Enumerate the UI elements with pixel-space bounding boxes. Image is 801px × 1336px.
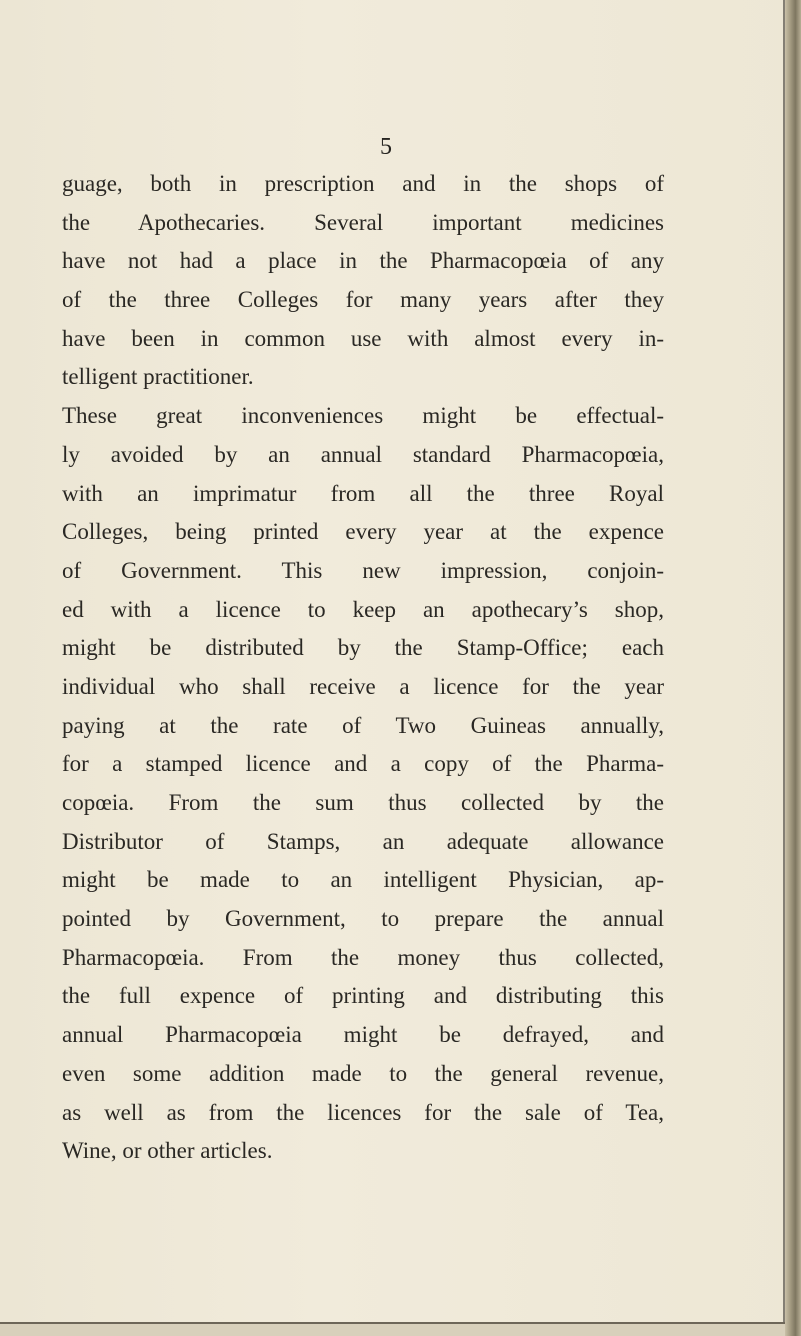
- text-line: might be distributed by the Stamp-Office; each: [62, 635, 664, 661]
- text-line: with an imprimatur from all the three Royal: [62, 480, 664, 506]
- text-line: guage, both in prescription and in the shops of: [62, 171, 664, 196]
- page-bottom-edge: [0, 1322, 785, 1336]
- text-line: the Apothecaries. Several important medicines: [62, 209, 664, 235]
- body-text: [62, 165, 664, 1171]
- text-line: of the three Colleges for many years after they: [62, 287, 664, 313]
- text-line: the full expence of printing and distributing this: [62, 983, 664, 1009]
- text-line: ed with a licence to keep an apothecary’s shop,: [62, 596, 664, 622]
- page-number: 5: [380, 134, 392, 160]
- text-line: paying at the rate of Two Guineas annually,: [62, 712, 664, 738]
- text-line: might be made to an intelligent Physician, ap-: [62, 867, 664, 893]
- text-line: These great inconveniences might be effectual-: [62, 403, 664, 429]
- book-spine-edge: [785, 0, 801, 1336]
- text-line: as well as from the licences for the sale of Tea,: [62, 1099, 664, 1125]
- text-line: Colleges, being printed every year at the expence: [62, 519, 664, 545]
- text-line: pointed by Government, to prepare the annual: [62, 906, 664, 932]
- text-line: copœia. From the sum thus collected by the: [62, 790, 664, 815]
- text-line: of Government. This new impression, conjoin-: [62, 557, 664, 583]
- text-line: Pharmacopœia. From the money thus collected,: [62, 944, 664, 970]
- text-line: Distributor of Stamps, an adequate allowance: [62, 828, 664, 854]
- text-line: individual who shall receive a licence for the year: [62, 673, 664, 699]
- text-line: Wine, or other articles.: [62, 1138, 273, 1164]
- text-line: for a stamped licence and a copy of the Pharma-: [62, 751, 664, 777]
- text-line: have been in common use with almost every in-: [62, 325, 664, 351]
- text-line: even some addition made to the general revenue,: [62, 1060, 664, 1086]
- text-line: annual Pharmacopœia might be defrayed, and: [62, 1022, 664, 1048]
- text-line: ly avoided by an annual standard Pharmacopœia,: [62, 441, 664, 467]
- text-line: have not had a place in the Pharmacopœia of any: [62, 248, 664, 274]
- text-line: telligent practitioner.: [62, 364, 254, 390]
